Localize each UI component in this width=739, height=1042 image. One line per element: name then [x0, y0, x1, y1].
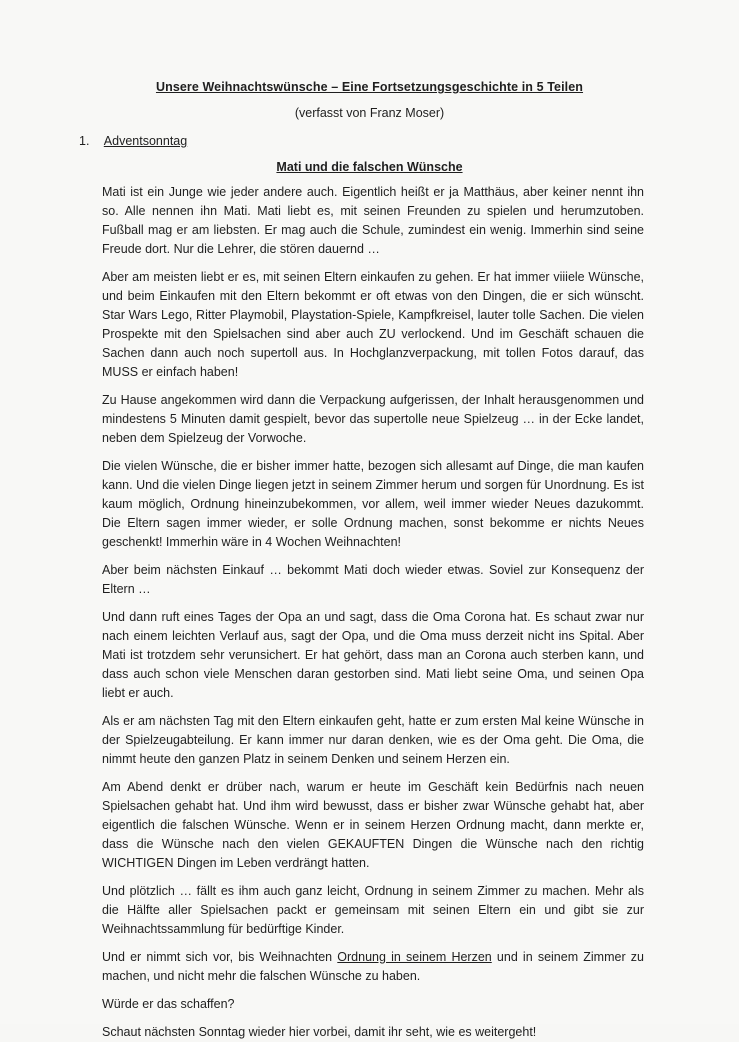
paragraph: Die vielen Wünsche, die er bisher immer hatte, bezogen sich allesamt auf Dinge, die man kaufen kann. Und die vielen Dinge liegen jetzt in seinem Zimmer herum und sorgen für Unordnung. Es ist kaum möglich, Ordnung hineinzubekommen, vor allem, weil immer wieder Neues dazukommt. Die Eltern sagen immer wieder, er solle Ordnung machen, sonst bekomme er nichts Neues geschenkt! Immerhin wäre in 4 Wochen Weihnachten!	[102, 459, 644, 549]
paragraph: Zu Hause angekommen wird dann die Verpackung aufgerissen, der Inhalt herausgenommen und mindestens 5 Minuten damit gespielt, bevor das supertolle neue Spielzeug … in der Ecke landet, neben dem Spielzeug der Vorwoche.	[102, 393, 644, 445]
paragraph: Mati ist ein Junge wie jeder andere auch. Eigentlich heißt er ja Matthäus, aber keiner nennt ihn so. Alle nennen ihn Mati. Mati liebt es, mit seinen Freunden zu spielen und herumzutoben. Fußball mag er am liebsten. Er mag auch die Schule, zumindest ein wenig. Immerhin sind seine Freude dort. Nur die Lehrer, die stören dauernd …	[102, 185, 644, 256]
section-heading	[79, 134, 197, 148]
section-number: 1.	[79, 134, 90, 148]
final-paragraph-start: Und er nimmt sich vor, bis Weihnachten	[102, 950, 338, 964]
underlined-phrase: Ordnung in seinem Herzen	[337, 950, 492, 964]
final-paragraph-end: und in seinem Zimmer zu machen, und nicht mehr die falschen Wünsche zu haben.	[102, 950, 644, 983]
paragraph: Und dann ruft eines Tages der Opa an und sagt, dass die Oma Corona hat. Es schaut zwar nur nach einem leichten Verlauf aus, sagt der Opa, und die Oma muss derzeit nicht ins Spital. Aber Mati ist trotzdem sehr verunsichert. Er hat gehört, dass man an Corona auch sterben kann, und dass auch schon viele Menschen daran gestorben sind. Mati liebt seine Oma, und seinen Opa liebt er auch.	[102, 610, 644, 700]
paragraph: Und plötzlich … fällt es ihm auch ganz leicht, Ordnung in seinem Zimmer zu machen. Mehr als die Hälfte aller Spielsachen packt er gemeinsam mit seinen Eltern ein und gibt sie zur Weihnachtssammlung für bedürftige Kinder.	[102, 884, 644, 936]
story-body	[102, 183, 644, 1042]
paragraph: Aber beim nächsten Einkauf … bekommt Mati doch wieder etwas. Soviel zur Konsequenz der Eltern …	[102, 563, 644, 596]
document-author: (verfasst von Franz Moser)	[294, 106, 445, 120]
document-title: Unsere Weihnachtswünsche – Eine Fortsetzungsgeschichte in 5 Teilen	[155, 80, 584, 94]
paragraph: Als er am nächsten Tag mit den Eltern einkaufen geht, hatte er zum ersten Mal keine Wünsche in der Spielzeugabteilung. Er kann immer nur daran denken, wie es der Oma geht. Die Oma, die nimmt heute den ganzen Platz in seinem Denken und seinem Herzen ein.	[102, 714, 644, 766]
section-label: Adventsonntag	[103, 134, 188, 148]
final-paragraph	[102, 948, 644, 986]
paragraph: Aber am meisten liebt er es, mit seinen Eltern einkaufen zu gehen. Er hat immer viiiele Wünsche, und beim Einkaufen mit den Eltern bekommt er oft etwas von den Dingen, die er sich wünscht. Star Wars Lego, Ritter Playmobil, Playstation-Spiele, Kampfkreisel, lauter tolle Sachen. Die vielen Prospekte mit den Spielsachen sind aber auch ZU verlockend. Und im Geschäft schauen die Sachen dann auch noch supertoll aus. In Hochglanzverpackung, mit tollen Fotos darauf, das MUSS er einfach haben!	[102, 270, 644, 379]
question-line: Würde er das schaffen?	[102, 997, 235, 1011]
closing-line: Schaut nächsten Sonntag wieder hier vorbei, damit ihr seht, wie es weitergeht!	[102, 1025, 537, 1039]
story-title: Mati und die falschen Wünsche	[276, 160, 463, 174]
paragraph: Am Abend denkt er drüber nach, warum er heute im Geschäft kein Bedürfnis nach neuen Spielsachen gehabt hat. Und ihm wird bewusst, dass er bisher zwar Wünsche gehabt hat, aber eigentlich die falschen Wünsche. Wenn er in seinem Herzen Ordnung macht, dann merkte er, dass die Wünsche nach den vielen GEKAUFTEN Dingen die Wünsche nach den richtig WICHTIGEN Dingen im Leben verdrängt hatten.	[102, 780, 644, 870]
